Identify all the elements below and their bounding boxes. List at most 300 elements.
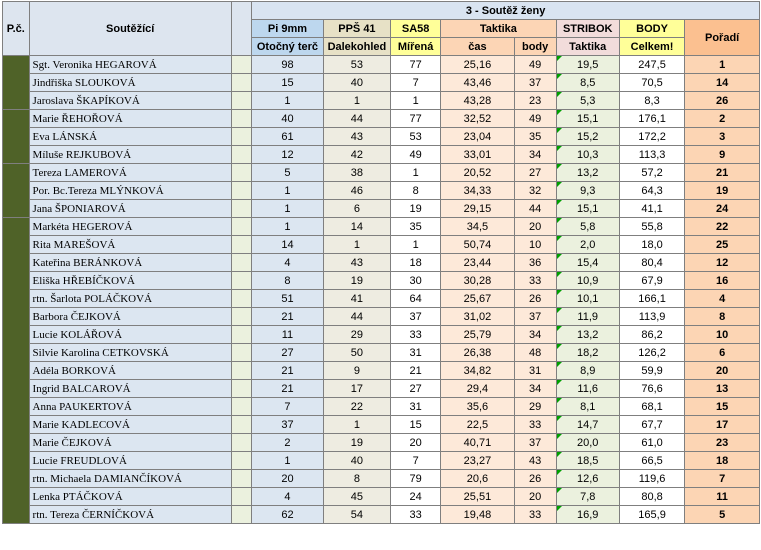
score-pps: 19 xyxy=(323,434,390,452)
score-pi: 98 xyxy=(252,56,324,74)
blank-cell xyxy=(231,326,251,344)
score-sa: 37 xyxy=(391,308,441,326)
competitor-name: Marie KADLECOVÁ xyxy=(29,416,231,434)
taktika-cas: 34,82 xyxy=(441,362,515,380)
rank-cell: 9 xyxy=(685,146,760,164)
stribok-cell xyxy=(556,110,619,128)
score-pi: 51 xyxy=(252,290,324,308)
taktika-cas: 43,46 xyxy=(441,74,515,92)
score-pps: 45 xyxy=(323,488,390,506)
score-pps: 9 xyxy=(323,362,390,380)
header-poradi: Pořadí xyxy=(685,20,760,56)
score-pi: 27 xyxy=(252,344,324,362)
total-points: 67,7 xyxy=(619,416,684,434)
score-sa: 31 xyxy=(391,344,441,362)
header-cas: čas xyxy=(441,38,515,56)
taktika-body: 33 xyxy=(514,416,556,434)
blank-cell xyxy=(231,416,251,434)
stribok-value: 14,7 xyxy=(577,418,599,431)
taktika-cas: 33,01 xyxy=(441,146,515,164)
score-pi: 1 xyxy=(252,200,324,218)
taktika-cas: 20,6 xyxy=(441,470,515,488)
formula-marker-icon xyxy=(557,452,562,457)
competitor-name: Lucie KOLÁŘOVÁ xyxy=(29,326,231,344)
taktika-body: 26 xyxy=(514,470,556,488)
rank-cell: 18 xyxy=(685,452,760,470)
blank-cell xyxy=(231,290,251,308)
stribok-cell xyxy=(556,506,619,524)
formula-marker-icon xyxy=(557,92,562,97)
score-pps: 41 xyxy=(323,290,390,308)
competitor-name: Kateřina BERÁNKOVÁ xyxy=(29,254,231,272)
table-row xyxy=(3,380,760,398)
stribok-value: 7,8 xyxy=(580,490,596,503)
score-sa: 77 xyxy=(391,56,441,74)
stribok-cell xyxy=(556,488,619,506)
formula-marker-icon xyxy=(557,236,562,241)
stribok-cell xyxy=(556,308,619,326)
stribok-cell xyxy=(556,128,619,146)
competitor-name: Lucie FREUDLOVÁ xyxy=(29,452,231,470)
score-sa: 1 xyxy=(391,164,441,182)
blank-cell xyxy=(231,380,251,398)
score-pps: 1 xyxy=(323,236,390,254)
score-sa: 79 xyxy=(391,470,441,488)
results-body xyxy=(3,56,760,524)
score-sa: 1 xyxy=(391,92,441,110)
total-points: 18,0 xyxy=(619,236,684,254)
taktika-body: 37 xyxy=(514,308,556,326)
stribok-cell xyxy=(556,344,619,362)
stribok-value: 16,9 xyxy=(577,508,599,521)
stribok-value: 5,8 xyxy=(580,220,596,233)
competitor-name: Por. Bc.Tereza MLÝNKOVÁ xyxy=(29,182,231,200)
stribok-value: 15,1 xyxy=(577,202,599,215)
stribok-cell xyxy=(556,434,619,452)
taktika-body: 23 xyxy=(514,92,556,110)
rank-cell: 14 xyxy=(685,74,760,92)
table-row xyxy=(3,398,760,416)
taktika-cas: 43,28 xyxy=(441,92,515,110)
stribok-value: 15,1 xyxy=(577,112,599,125)
header-pi: Pi 9mm xyxy=(252,20,324,38)
stribok-value: 19,5 xyxy=(577,58,599,71)
stribok-value: 8,9 xyxy=(580,364,596,377)
total-points: 176,1 xyxy=(619,110,684,128)
taktika-body: 32 xyxy=(514,182,556,200)
score-sa: 7 xyxy=(391,74,441,92)
competitor-name: Adéla BORKOVÁ xyxy=(29,362,231,380)
table-row xyxy=(3,254,760,272)
score-sa: 33 xyxy=(391,506,441,524)
score-pps: 44 xyxy=(323,308,390,326)
formula-marker-icon xyxy=(557,506,562,511)
rank-cell: 10 xyxy=(685,326,760,344)
blank-cell xyxy=(231,398,251,416)
score-pps: 53 xyxy=(323,56,390,74)
score-pi: 62 xyxy=(252,506,324,524)
score-pps: 19 xyxy=(323,272,390,290)
rank-cell: 11 xyxy=(685,488,760,506)
blank-cell xyxy=(231,56,251,74)
score-pi: 37 xyxy=(252,416,324,434)
competitor-name: Marie ČEJKOVÁ xyxy=(29,434,231,452)
rank-cell: 3 xyxy=(685,128,760,146)
group-marker xyxy=(3,110,30,164)
score-sa: 49 xyxy=(391,146,441,164)
stribok-value: 15,4 xyxy=(577,256,599,269)
taktika-cas: 32,52 xyxy=(441,110,515,128)
stribok-value: 11,6 xyxy=(577,382,599,395)
total-points: 119,6 xyxy=(619,470,684,488)
score-sa: 1 xyxy=(391,236,441,254)
table-row xyxy=(3,164,760,182)
formula-marker-icon xyxy=(557,416,562,421)
taktika-body: 43 xyxy=(514,452,556,470)
score-pi: 15 xyxy=(252,74,324,92)
total-points: 64,3 xyxy=(619,182,684,200)
header-stribok: STRIBOK xyxy=(556,20,619,38)
taktika-cas: 23,04 xyxy=(441,128,515,146)
total-points: 76,6 xyxy=(619,380,684,398)
score-sa: 30 xyxy=(391,272,441,290)
stribok-value: 20,0 xyxy=(577,436,599,449)
score-pi: 21 xyxy=(252,380,324,398)
stribok-value: 12,6 xyxy=(577,472,599,485)
table-row xyxy=(3,434,760,452)
taktika-cas: 34,5 xyxy=(441,218,515,236)
score-pi: 2 xyxy=(252,434,324,452)
table-row xyxy=(3,236,760,254)
stribok-value: 10,1 xyxy=(577,292,599,305)
header-sa: SA58 xyxy=(391,20,441,38)
stribok-cell xyxy=(556,416,619,434)
table-row xyxy=(3,344,760,362)
table-row xyxy=(3,272,760,290)
competitor-name: Jaroslava ŠKAPÍKOVÁ xyxy=(29,92,231,110)
competitor-name: Anna PAUKERTOVÁ xyxy=(29,398,231,416)
header-pps-sub: Dalekohled xyxy=(323,38,390,56)
competitor-name: Lenka PTÁČKOVÁ xyxy=(29,488,231,506)
stribok-cell xyxy=(556,326,619,344)
table-row xyxy=(3,56,760,74)
stribok-cell xyxy=(556,236,619,254)
score-sa: 18 xyxy=(391,254,441,272)
blank-cell xyxy=(231,164,251,182)
stribok-cell xyxy=(556,254,619,272)
header-body-total-sub: Celkem! xyxy=(619,38,684,56)
score-sa: 64 xyxy=(391,290,441,308)
score-pps: 40 xyxy=(323,74,390,92)
rank-cell: 24 xyxy=(685,200,760,218)
stribok-cell xyxy=(556,56,619,74)
competition-title: 3 - Soutěž ženy xyxy=(252,2,760,20)
taktika-body: 20 xyxy=(514,488,556,506)
header-body: body xyxy=(514,38,556,56)
competitor-name: Rita MAREŠOVÁ xyxy=(29,236,231,254)
taktika-body: 44 xyxy=(514,200,556,218)
stribok-value: 13,2 xyxy=(577,328,599,341)
score-pps: 42 xyxy=(323,146,390,164)
formula-marker-icon xyxy=(557,362,562,367)
table-row xyxy=(3,506,760,524)
competitor-name: rtn. Michaela DAMIANČÍKOVÁ xyxy=(29,470,231,488)
total-points: 80,4 xyxy=(619,254,684,272)
rank-cell: 1 xyxy=(685,56,760,74)
rank-cell: 2 xyxy=(685,110,760,128)
header-soutezici: Soutěžící xyxy=(29,2,231,56)
header-taktika: Taktika xyxy=(441,20,556,38)
stribok-value: 11,9 xyxy=(577,310,599,323)
score-pps: 54 xyxy=(323,506,390,524)
score-pi: 1 xyxy=(252,452,324,470)
competitor-name: Míluše REJKUBOVÁ xyxy=(29,146,231,164)
stribok-value: 10,3 xyxy=(577,148,599,161)
stribok-cell xyxy=(556,380,619,398)
total-points: 165,9 xyxy=(619,506,684,524)
taktika-body: 34 xyxy=(514,326,556,344)
score-sa: 31 xyxy=(391,398,441,416)
score-pps: 22 xyxy=(323,398,390,416)
formula-marker-icon xyxy=(557,218,562,223)
formula-marker-icon xyxy=(557,488,562,493)
formula-marker-icon xyxy=(557,56,562,61)
table-row xyxy=(3,128,760,146)
taktika-body: 35 xyxy=(514,128,556,146)
header-pc: P.č. xyxy=(3,2,30,56)
competitor-name: Silvie Karolina CETKOVSKÁ xyxy=(29,344,231,362)
score-pi: 4 xyxy=(252,488,324,506)
header-blank xyxy=(231,2,251,56)
score-pps: 17 xyxy=(323,380,390,398)
taktika-body: 49 xyxy=(514,56,556,74)
table-row xyxy=(3,146,760,164)
stribok-value: 18,2 xyxy=(577,346,599,359)
stribok-value: 9,3 xyxy=(580,184,596,197)
score-pi: 1 xyxy=(252,218,324,236)
group-marker xyxy=(3,164,30,218)
formula-marker-icon xyxy=(557,74,562,79)
rank-cell: 20 xyxy=(685,362,760,380)
rank-cell: 26 xyxy=(685,92,760,110)
blank-cell xyxy=(231,470,251,488)
table-row xyxy=(3,326,760,344)
formula-marker-icon xyxy=(557,308,562,313)
taktika-cas: 26,38 xyxy=(441,344,515,362)
rank-cell: 8 xyxy=(685,308,760,326)
score-pps: 8 xyxy=(323,470,390,488)
formula-marker-icon xyxy=(557,344,562,349)
score-sa: 15 xyxy=(391,416,441,434)
taktika-body: 26 xyxy=(514,290,556,308)
formula-marker-icon xyxy=(557,326,562,331)
table-row xyxy=(3,308,760,326)
blank-cell xyxy=(231,254,251,272)
taktika-cas: 30,28 xyxy=(441,272,515,290)
stribok-cell xyxy=(556,290,619,308)
blank-cell xyxy=(231,236,251,254)
stribok-cell xyxy=(556,362,619,380)
taktika-body: 37 xyxy=(514,74,556,92)
taktika-body: 34 xyxy=(514,146,556,164)
stribok-cell xyxy=(556,92,619,110)
rank-cell: 21 xyxy=(685,164,760,182)
taktika-body: 31 xyxy=(514,362,556,380)
stribok-cell xyxy=(556,470,619,488)
score-sa: 33 xyxy=(391,326,441,344)
score-pi: 7 xyxy=(252,398,324,416)
rank-cell: 13 xyxy=(685,380,760,398)
table-row xyxy=(3,92,760,110)
total-points: 247,5 xyxy=(619,56,684,74)
score-sa: 27 xyxy=(391,380,441,398)
rank-cell: 25 xyxy=(685,236,760,254)
taktika-cas: 29,4 xyxy=(441,380,515,398)
blank-cell xyxy=(231,74,251,92)
header-stribok-sub: Taktika xyxy=(556,38,619,56)
stribok-value: 10,9 xyxy=(577,274,599,287)
stribok-cell xyxy=(556,200,619,218)
taktika-body: 20 xyxy=(514,218,556,236)
stribok-value: 8,1 xyxy=(580,400,596,413)
taktika-body: 27 xyxy=(514,164,556,182)
total-points: 57,2 xyxy=(619,164,684,182)
table-row xyxy=(3,452,760,470)
score-sa: 35 xyxy=(391,218,441,236)
blank-cell xyxy=(231,200,251,218)
total-points: 41,1 xyxy=(619,200,684,218)
taktika-cas: 35,6 xyxy=(441,398,515,416)
rank-cell: 16 xyxy=(685,272,760,290)
formula-marker-icon xyxy=(557,290,562,295)
rank-cell: 7 xyxy=(685,470,760,488)
rank-cell: 23 xyxy=(685,434,760,452)
score-pps: 1 xyxy=(323,92,390,110)
taktika-cas: 34,33 xyxy=(441,182,515,200)
score-pi: 1 xyxy=(252,182,324,200)
taktika-cas: 29,15 xyxy=(441,200,515,218)
stribok-value: 5,3 xyxy=(580,94,596,107)
taktika-cas: 40,71 xyxy=(441,434,515,452)
taktika-cas: 20,52 xyxy=(441,164,515,182)
blank-cell xyxy=(231,452,251,470)
score-sa: 24 xyxy=(391,488,441,506)
blank-cell xyxy=(231,182,251,200)
blank-cell xyxy=(231,146,251,164)
score-pps: 1 xyxy=(323,416,390,434)
total-points: 61,0 xyxy=(619,434,684,452)
taktika-body: 49 xyxy=(514,110,556,128)
table-row xyxy=(3,200,760,218)
stribok-cell xyxy=(556,452,619,470)
table-row xyxy=(3,416,760,434)
stribok-cell xyxy=(556,398,619,416)
header-sa-sub: Mířená xyxy=(391,38,441,56)
score-sa: 20 xyxy=(391,434,441,452)
group-marker xyxy=(3,218,30,524)
score-sa: 77 xyxy=(391,110,441,128)
formula-marker-icon xyxy=(557,164,562,169)
table-row xyxy=(3,488,760,506)
taktika-body: 34 xyxy=(514,380,556,398)
competitor-name: Eva LÁNSKÁ xyxy=(29,128,231,146)
stribok-cell xyxy=(556,182,619,200)
competitor-name: Markéta HEGEROVÁ xyxy=(29,218,231,236)
header-row-1 xyxy=(3,2,760,20)
table-row xyxy=(3,218,760,236)
table-row xyxy=(3,74,760,92)
score-sa: 53 xyxy=(391,128,441,146)
formula-marker-icon xyxy=(557,110,562,115)
score-pi: 14 xyxy=(252,236,324,254)
blank-cell xyxy=(231,344,251,362)
total-points: 55,8 xyxy=(619,218,684,236)
taktika-body: 48 xyxy=(514,344,556,362)
taktika-body: 36 xyxy=(514,254,556,272)
stribok-value: 2,0 xyxy=(580,238,596,251)
rank-cell: 15 xyxy=(685,398,760,416)
blank-cell xyxy=(231,92,251,110)
taktika-cas: 25,67 xyxy=(441,290,515,308)
score-pi: 11 xyxy=(252,326,324,344)
rank-cell: 4 xyxy=(685,290,760,308)
group-marker xyxy=(3,56,30,110)
formula-marker-icon xyxy=(557,146,562,151)
rank-cell: 5 xyxy=(685,506,760,524)
stribok-value: 18,5 xyxy=(577,454,599,467)
competitor-name: Eliška HŘEBÍČKOVÁ xyxy=(29,272,231,290)
header-pi-sub: Otočný terč xyxy=(252,38,324,56)
rank-cell: 6 xyxy=(685,344,760,362)
formula-marker-icon xyxy=(557,272,562,277)
total-points: 166,1 xyxy=(619,290,684,308)
blank-cell xyxy=(231,362,251,380)
taktika-body: 37 xyxy=(514,434,556,452)
score-pps: 14 xyxy=(323,218,390,236)
total-points: 67,9 xyxy=(619,272,684,290)
formula-marker-icon xyxy=(557,434,562,439)
blank-cell xyxy=(231,488,251,506)
score-sa: 19 xyxy=(391,200,441,218)
total-points: 126,2 xyxy=(619,344,684,362)
total-points: 70,5 xyxy=(619,74,684,92)
blank-cell xyxy=(231,506,251,524)
blank-cell xyxy=(231,110,251,128)
taktika-cas: 22,5 xyxy=(441,416,515,434)
score-pps: 44 xyxy=(323,110,390,128)
competitor-name: Marie ŘEHOŘOVÁ xyxy=(29,110,231,128)
rank-cell: 12 xyxy=(685,254,760,272)
total-points: 68,1 xyxy=(619,398,684,416)
stribok-cell xyxy=(556,272,619,290)
stribok-cell xyxy=(556,218,619,236)
total-points: 66,5 xyxy=(619,452,684,470)
formula-marker-icon xyxy=(557,398,562,403)
blank-cell xyxy=(231,434,251,452)
total-points: 59,9 xyxy=(619,362,684,380)
score-pi: 5 xyxy=(252,164,324,182)
table-row xyxy=(3,182,760,200)
score-pi: 21 xyxy=(252,362,324,380)
stribok-cell xyxy=(556,74,619,92)
stribok-value: 8,5 xyxy=(580,76,596,89)
taktika-body: 33 xyxy=(514,506,556,524)
competitor-name: Barbora ČEJKOVÁ xyxy=(29,308,231,326)
competitor-name: Tereza LAMEROVÁ xyxy=(29,164,231,182)
table-row xyxy=(3,362,760,380)
header-body-total: BODY xyxy=(619,20,684,38)
score-pi: 20 xyxy=(252,470,324,488)
